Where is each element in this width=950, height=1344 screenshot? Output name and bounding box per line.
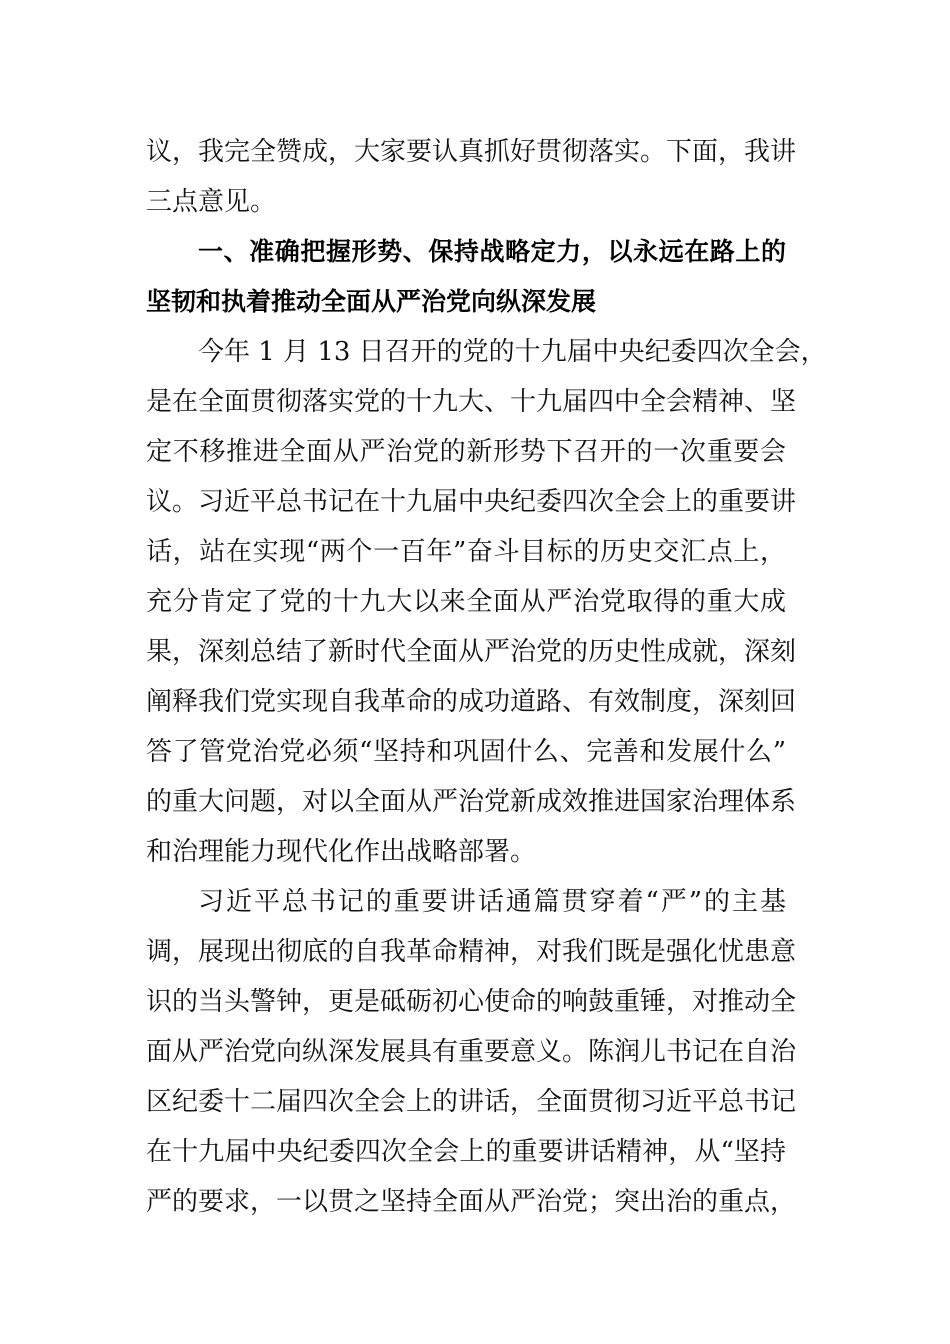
paragraph-2-line-4: 面从严治党向纵深发展具有重要意义。陈润儿书记在自治 xyxy=(146,1037,797,1067)
text-line-continuation: 议，我完全赞成，大家要认真抓好贯彻落实。下面，我讲 xyxy=(146,137,797,167)
paragraph-2-line-7: 严的要求，一以贯之坚持全面从严治党；突出治的重点， xyxy=(146,1187,797,1217)
paragraph-1-line-8: 阐释我们党实现自我革命的成功道路、有效制度，深刻回 xyxy=(146,687,797,717)
paragraph-2-line-3: 识的当头警钟，更是砥砺初心使命的响鼓重锤，对推动全 xyxy=(146,987,797,1017)
paragraph-1-line-4: 议。习近平总书记在十九届中央纪委四次全会上的重要讲 xyxy=(146,487,797,517)
paragraph-1-line-3: 定不移推进全面从严治党的新形势下召开的一次重要会 xyxy=(146,437,786,467)
paragraph-1-line-7: 果，深刻总结了新时代全面从严治党的历史性成就，深刻 xyxy=(146,637,797,667)
paragraph-1-line-2: 是在全面贯彻落实党的十九大、十九届四中全会精神、坚 xyxy=(146,387,797,417)
paragraph-1-line-9: 答了管党治党必须“坚持和巩固什么、完善和发展什么” xyxy=(146,737,786,767)
paragraph-1-line-6: 充分肯定了党的十九大以来全面从严治党取得的重大成 xyxy=(146,587,786,617)
paragraph-2-line-6: 在十九届中央纪委四次全会上的重要讲话精神，从“坚持 xyxy=(146,1137,786,1167)
paragraph-2-line-1: 习近平总书记的重要讲话通篇贯穿着“严”的主基 xyxy=(198,887,786,917)
paragraph-1-line-1: 今年 1 月 13 日召开的党的十九届中央纪委四次全会， xyxy=(198,337,827,367)
section-heading-line-1: 一、准确把握形势、保持战略定力，以永远在路上的 xyxy=(198,237,786,266)
paragraph-1-line-11: 和治理能力现代化作出战略部署。 xyxy=(146,837,537,867)
section-heading-line-2: 坚韧和执着推动全面从严治党向纵深发展 xyxy=(146,287,597,316)
text-line-continuation-end: 三点意见。 xyxy=(146,187,277,217)
paragraph-2-line-2: 调，展现出彻底的自我革命精神，对我们既是强化忧患意 xyxy=(146,937,797,967)
paragraph-1-line-5: 话，站在实现“两个一百年”奋斗目标的历史交汇点上， xyxy=(146,537,786,567)
paragraph-1-line-10: 的重大问题，对以全面从严治党新成效推进国家治理体系 xyxy=(146,787,797,817)
paragraph-2-line-5: 区纪委十二届四次全会上的讲话，全面贯彻习近平总书记 xyxy=(146,1087,797,1117)
